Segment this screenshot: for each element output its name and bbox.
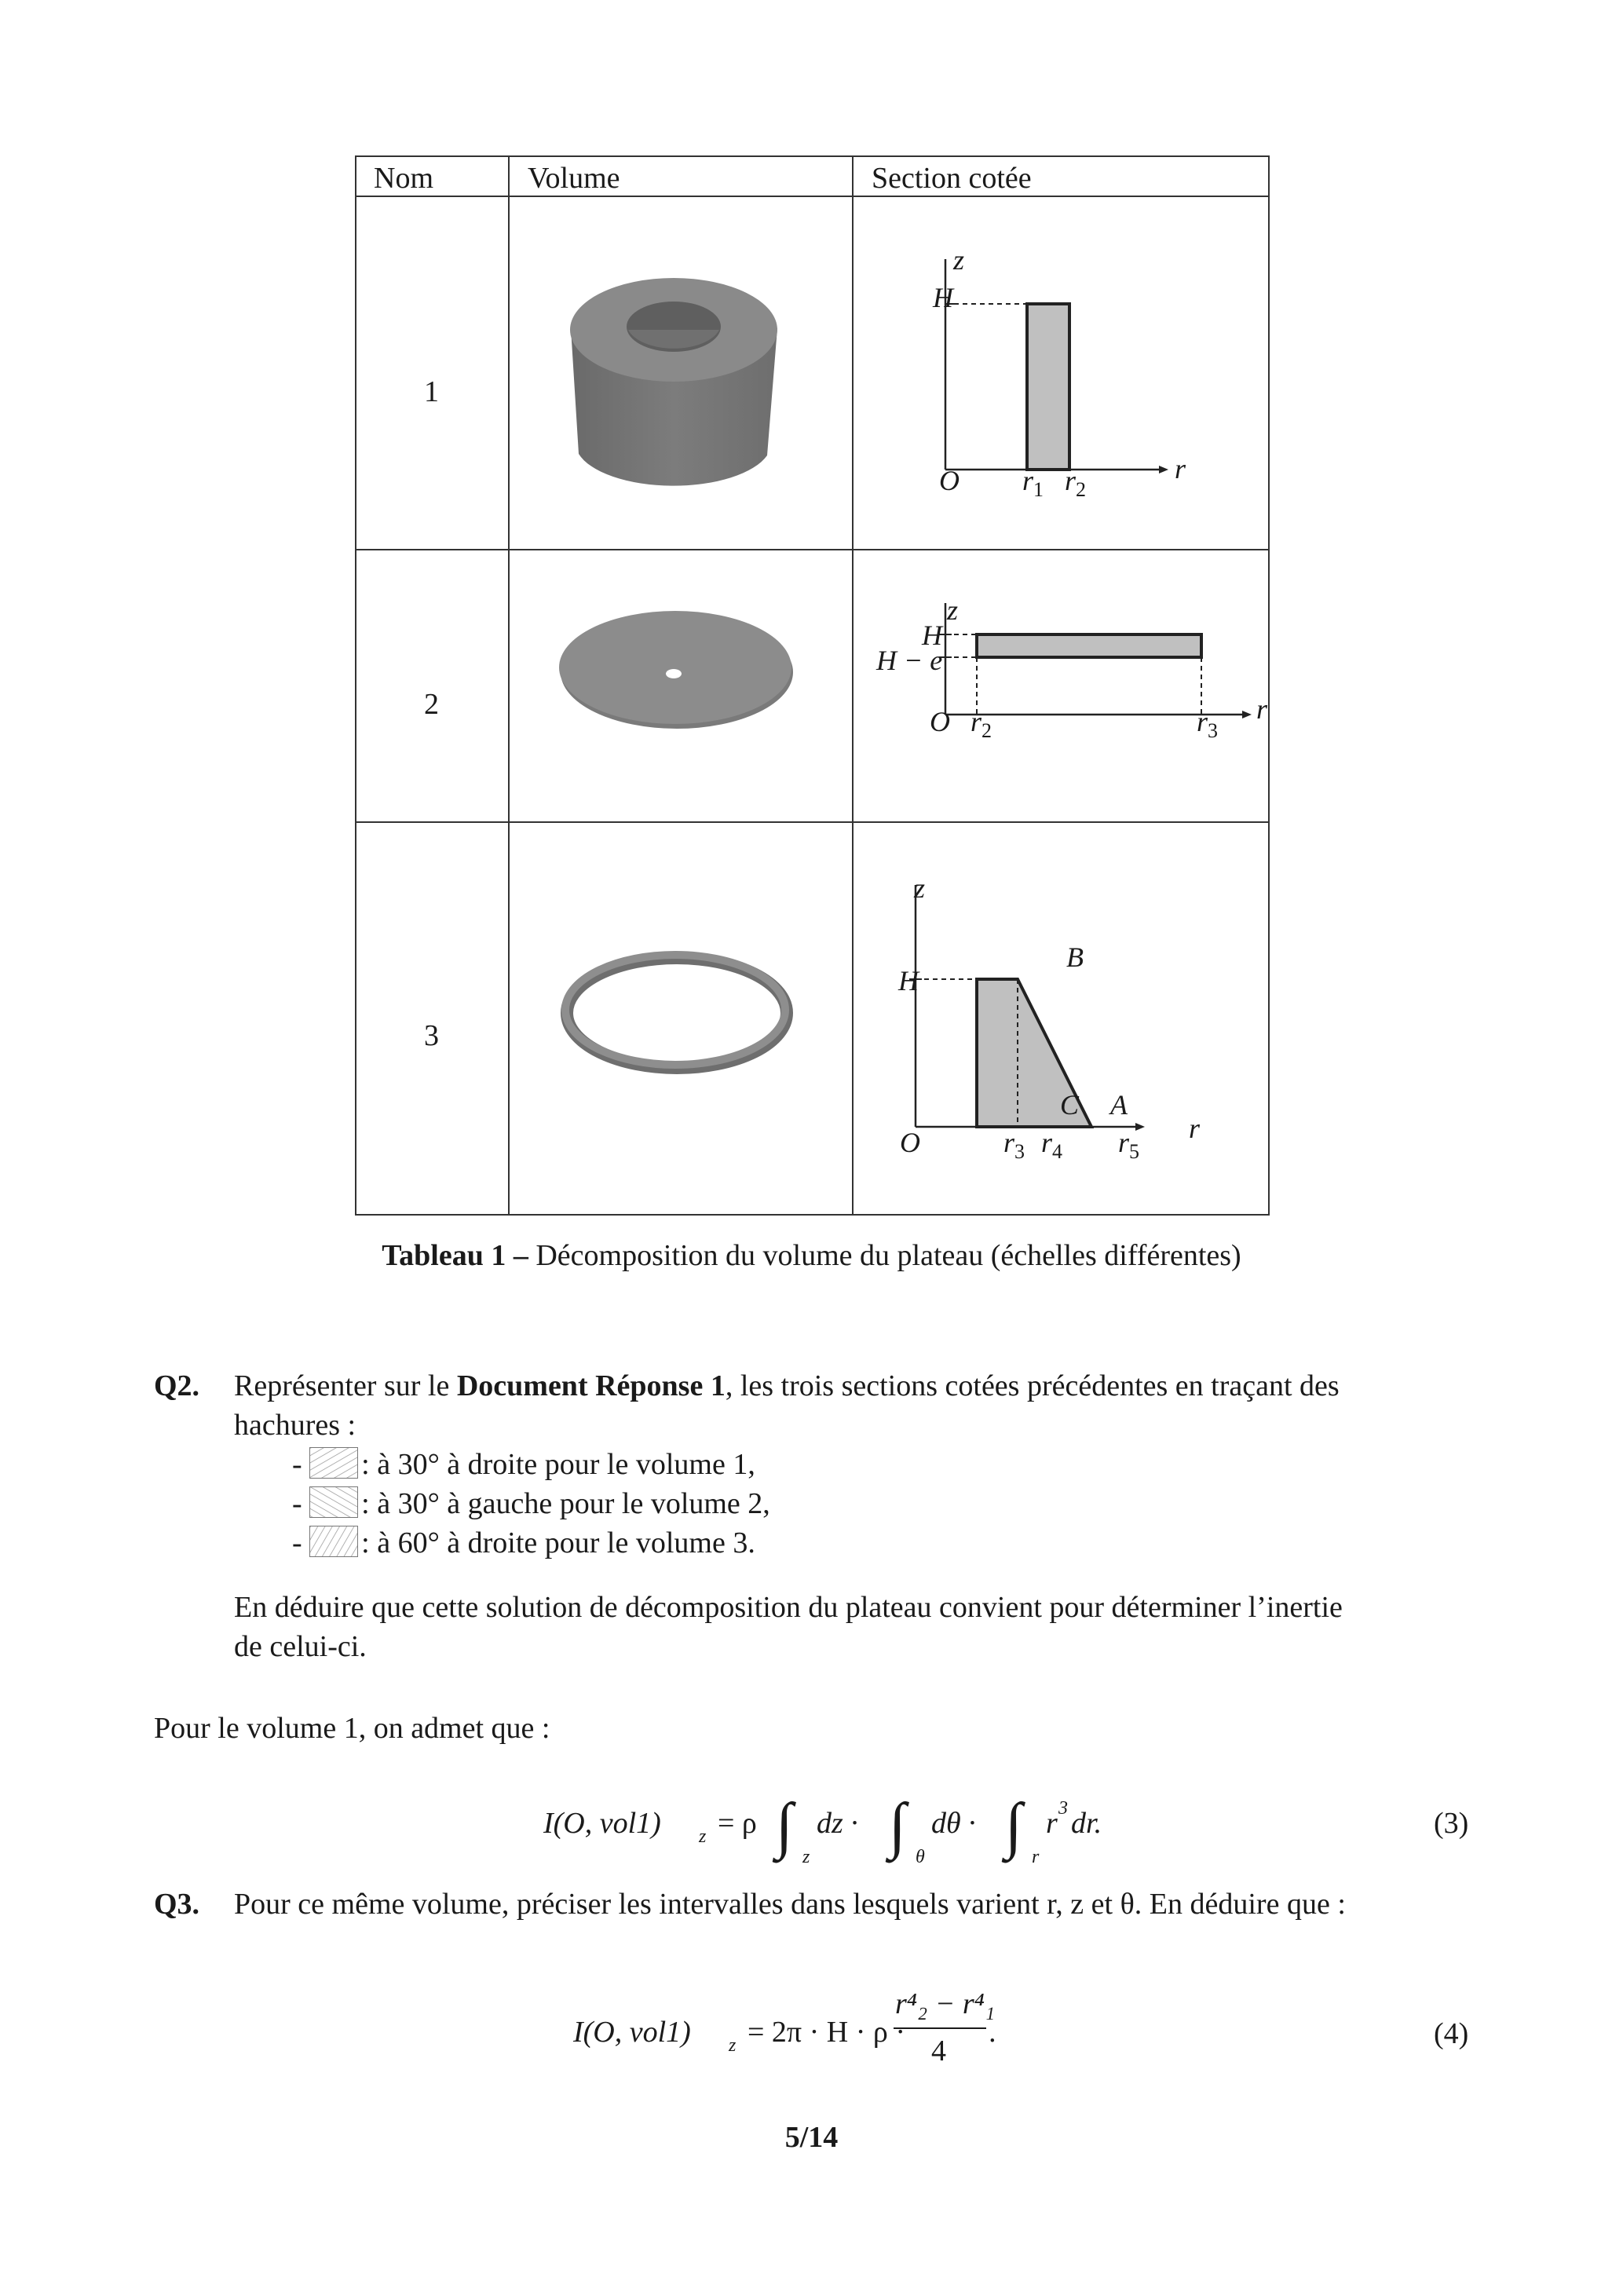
s1-r-label: r bbox=[1175, 453, 1186, 484]
q3-label: Q3. bbox=[154, 1888, 200, 1921]
s2-He-label: H − e bbox=[876, 645, 943, 676]
section-2-diagram bbox=[853, 550, 1270, 822]
decomposition-table bbox=[355, 155, 1270, 1216]
fraction-denominator: 4 bbox=[931, 2035, 946, 2067]
s3-r5-label: $r_5$ bbox=[1118, 1127, 1140, 1164]
s3-r4-label: $r_4$ bbox=[1041, 1127, 1063, 1164]
hatch-60-right-icon bbox=[309, 1526, 358, 1557]
section-2-rect bbox=[977, 634, 1201, 657]
s2-z-label: z bbox=[947, 594, 959, 626]
s3-O-label: O bbox=[900, 1127, 920, 1158]
q2-bullet-3: - : à 60° à droite pour le volume 3. bbox=[292, 1526, 755, 1559]
q2-deduce-1: En déduire que cette solution de décomposition du plateau convient pour déterminer l’inertie bbox=[234, 1591, 1343, 1624]
q2-bullet-2: - : à 30° à gauche pour le volume 2, bbox=[292, 1487, 770, 1520]
q2-label: Q2. bbox=[154, 1369, 200, 1402]
r-axis-1-arrow bbox=[1159, 466, 1168, 473]
row-2-nom: 2 bbox=[424, 688, 439, 721]
q2-line1: Représenter sur le Document Réponse 1, les trois sections cotées précédentes en traçant des bbox=[234, 1369, 1340, 1402]
s1-r2-label: $r_2$ bbox=[1065, 465, 1087, 502]
header-section: Section cotée bbox=[872, 162, 1032, 195]
s1-H-label: H bbox=[933, 282, 953, 313]
integral-r: ∫ bbox=[1005, 1791, 1022, 1860]
row-1-nom: 1 bbox=[424, 375, 439, 408]
q2-bullet-1: - : à 30° à droite pour le volume 1, bbox=[292, 1448, 755, 1481]
integral-theta: ∫ bbox=[889, 1791, 906, 1860]
header-volume: Volume bbox=[528, 162, 620, 195]
integral-z: ∫ bbox=[776, 1791, 793, 1860]
hatch-30-right-icon bbox=[309, 1447, 358, 1479]
header-nom: Nom bbox=[374, 162, 433, 195]
page-number: 5/14 bbox=[784, 2121, 839, 2154]
s3-A-label: A bbox=[1110, 1089, 1128, 1121]
s2-r3-label: $r_3$ bbox=[1197, 706, 1219, 743]
section-1-diagram bbox=[853, 196, 1270, 550]
row-3-nom: 3 bbox=[424, 1019, 439, 1052]
section-1-rect bbox=[1027, 304, 1069, 470]
fraction-bar bbox=[894, 2027, 986, 2029]
fraction-numerator: r⁴₂ − r⁴₁ bbox=[895, 1987, 996, 2020]
equation-3-number: (3) bbox=[1434, 1807, 1469, 1840]
s3-z-label: z bbox=[914, 872, 926, 904]
hollow-cylinder-image bbox=[559, 273, 795, 509]
q3-text: Pour ce même volume, préciser les intervalles dans lesquels varient r, z et θ. En déduire que : bbox=[234, 1888, 1346, 1921]
q2-line2: hachures : bbox=[234, 1409, 356, 1442]
s3-C-label: C bbox=[1060, 1089, 1080, 1121]
equation-4-number: (4) bbox=[1434, 2017, 1469, 2050]
s3-H-label: H bbox=[898, 965, 919, 996]
intro-vol1: Pour le volume 1, on admet que : bbox=[154, 1712, 550, 1745]
s1-z-label: z bbox=[953, 244, 965, 276]
ring-image bbox=[557, 941, 809, 1082]
table-caption: Tableau 1 – Décomposition du volume du plateau (échelles différentes) bbox=[382, 1239, 1241, 1272]
s2-H-label: H bbox=[922, 620, 942, 651]
s1-O-label: O bbox=[939, 465, 960, 496]
s2-O-label: O bbox=[930, 706, 950, 737]
s3-B-label: B bbox=[1066, 941, 1084, 973]
s3-r-label: r bbox=[1189, 1113, 1201, 1144]
hatch-30-left-icon bbox=[309, 1486, 358, 1518]
r-axis-2-arrow bbox=[1242, 711, 1252, 718]
s3-r3-label: $r_3$ bbox=[1003, 1127, 1025, 1164]
s2-r2-label: $r_2$ bbox=[971, 706, 992, 743]
thin-disc-image bbox=[557, 595, 801, 737]
s1-r1-label: $r_1$ bbox=[1022, 465, 1044, 502]
s2-r-label: r bbox=[1256, 693, 1268, 725]
q2-deduce-2: de celui-ci. bbox=[234, 1630, 367, 1663]
